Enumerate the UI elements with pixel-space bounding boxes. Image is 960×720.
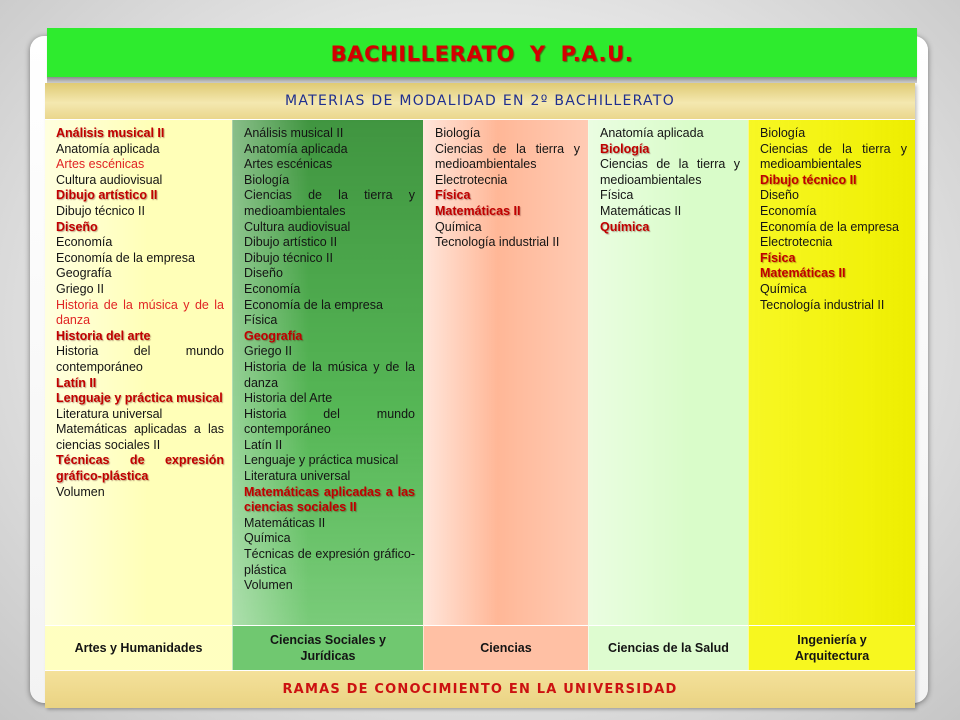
subject-item: Análisis musical II: [244, 126, 344, 140]
subject-item: Anatomía aplicada: [600, 126, 704, 140]
subject-item: Biología: [435, 126, 481, 140]
subject-item-highlighted: Dibujo técnico II: [760, 172, 857, 187]
subject-item: Ciencias de la tierra y medioambientales: [244, 188, 415, 218]
subject-item: Cultura audiovisual: [244, 219, 351, 234]
subject-item: Lenguaje y práctica musical: [244, 453, 399, 468]
subject-item: Técnicas de expresión gráfico-plástica: [244, 547, 415, 577]
subject-item: Griego II: [244, 344, 292, 359]
subject-item: Cultura audiovisual: [56, 172, 163, 187]
subject-item: Anatomía aplicada: [56, 141, 160, 156]
branch-label-text: Ciencias de la Salud: [608, 641, 729, 655]
subject-item: Matemáticas II: [244, 515, 326, 530]
subject-item: Biología: [244, 172, 290, 187]
subject-item: Literatura universal: [244, 469, 351, 484]
subject-item: Historia de la música y de la danza: [244, 359, 415, 390]
subject-item-highlighted: Geografía: [244, 328, 303, 343]
branch-label-text: Artes y Humanidades: [74, 641, 203, 655]
subject-column-ingenieria-arquitectura: [748, 120, 915, 625]
subject-item: Geografía: [56, 266, 112, 281]
subject-item: Volumen: [56, 484, 105, 499]
table-footer-text: RAMAS DE CONOCIMIENTO EN LA UNIVERSIDAD: [282, 682, 678, 697]
subject-item: Dibujo técnico II: [244, 250, 333, 265]
subject-item-highlighted: Lenguaje y práctica musical: [56, 391, 223, 406]
subject-item: Física: [600, 188, 634, 203]
subject-item: Dibujo artístico II: [244, 235, 338, 250]
subject-item-highlighted: Análisis musical II: [56, 126, 165, 140]
subject-item-highlighted: Dibujo artístico II: [56, 188, 158, 203]
subject-item: Tecnología industrial II: [435, 235, 560, 250]
subject-item: Latín II: [244, 437, 283, 452]
subject-item: Volumen: [244, 578, 293, 593]
subject-item: Economía de la empresa: [244, 297, 383, 312]
subject-item: Electrotecnia: [760, 235, 833, 250]
subject-item: Ciencias de la tierra y medioambientales: [760, 141, 907, 172]
subject-item: Matemáticas II: [600, 203, 682, 218]
subject-item: Química: [760, 281, 807, 296]
subject-column-ciencias-salud: [588, 120, 748, 625]
subject-item: Biología: [760, 126, 806, 140]
table-footer: [45, 670, 915, 708]
subject-item: Tecnología industrial II: [760, 297, 885, 312]
subject-item: Economía de la empresa: [760, 219, 899, 234]
branch-label-text: Ingeniería y Arquitectura: [794, 633, 870, 663]
subject-item: Economía: [244, 281, 301, 296]
subject-item: Literatura universal: [56, 406, 163, 421]
subject-item-highlighted: Latín II: [56, 375, 97, 390]
subject-item: Química: [435, 219, 482, 234]
subject-item: Química: [244, 531, 291, 546]
subject-column-ciencias: [423, 120, 588, 625]
subject-column-artes-humanidades: [45, 120, 232, 625]
subject-item: Electrotecnia: [435, 172, 508, 187]
subject-item-highlighted: Historia del arte: [56, 328, 151, 343]
branch-label-artes-humanidades: [45, 625, 232, 670]
branch-label-ciencias-salud: [588, 625, 748, 670]
branch-label-text: Ciencias: [480, 641, 532, 655]
subject-item: Griego II: [56, 281, 104, 296]
subject-item-highlighted: Matemáticas aplicadas a las ciencias sociales II: [244, 484, 415, 515]
subject-item-highlighted: Matemáticas II: [760, 266, 846, 281]
table-header: [45, 83, 915, 120]
subject-item: Historia del Arte: [244, 391, 333, 406]
subject-item: Historia del mundo contemporáneo: [244, 406, 415, 437]
subject-column-ciencias-sociales: [232, 120, 423, 625]
table-header-text: MATERIAS DE MODALIDAD EN 2º BACHILLERATO: [284, 93, 676, 109]
subject-item: Economía de la empresa: [56, 250, 195, 265]
subject-item: Artes escénicas: [244, 157, 333, 172]
subject-item-highlighted: Biología: [600, 141, 650, 156]
branch-label-ingenieria-arquitectura: [748, 625, 915, 670]
subject-item: Economía: [56, 235, 113, 250]
subject-item-highlighted: Química: [600, 219, 650, 234]
subjects-table: [45, 83, 915, 708]
subject-item-highlighted: Técnicas de expresión gráfico-plástica: [56, 453, 224, 484]
subject-item: Física: [244, 313, 278, 328]
subject-item: Diseño: [760, 188, 799, 203]
subject-item: Ciencias de la tierra y medioambientales: [600, 157, 740, 187]
subject-item-highlighted: Física: [435, 188, 471, 203]
subject-item: Dibujo técnico II: [56, 203, 145, 218]
title-bar: [47, 28, 917, 77]
slide-title: BACHILLERATO Y P.A.U.: [330, 42, 634, 66]
branch-label-ciencias-sociales: [232, 625, 423, 670]
subject-item: Artes escénicas: [56, 157, 145, 172]
subject-item: Ciencias de la tierra y medioambientales: [435, 141, 580, 172]
subject-item: Diseño: [244, 266, 283, 281]
subject-item: Historia del mundo contemporáneo: [56, 344, 224, 374]
subject-item: Anatomía aplicada: [244, 141, 348, 156]
branch-label-ciencias: [423, 625, 588, 670]
subject-item: Historia de la música y de la danza: [56, 297, 224, 328]
branch-label-text: Ciencias Sociales y Jurídicas: [269, 633, 387, 663]
subject-item-highlighted: Matemáticas II: [435, 203, 521, 218]
subject-item-highlighted: Diseño: [56, 219, 98, 234]
subject-item-highlighted: Física: [760, 250, 796, 265]
subject-item: Matemáticas aplicadas a las ciencias sociales II: [56, 422, 224, 452]
subject-item: Economía: [760, 203, 817, 218]
